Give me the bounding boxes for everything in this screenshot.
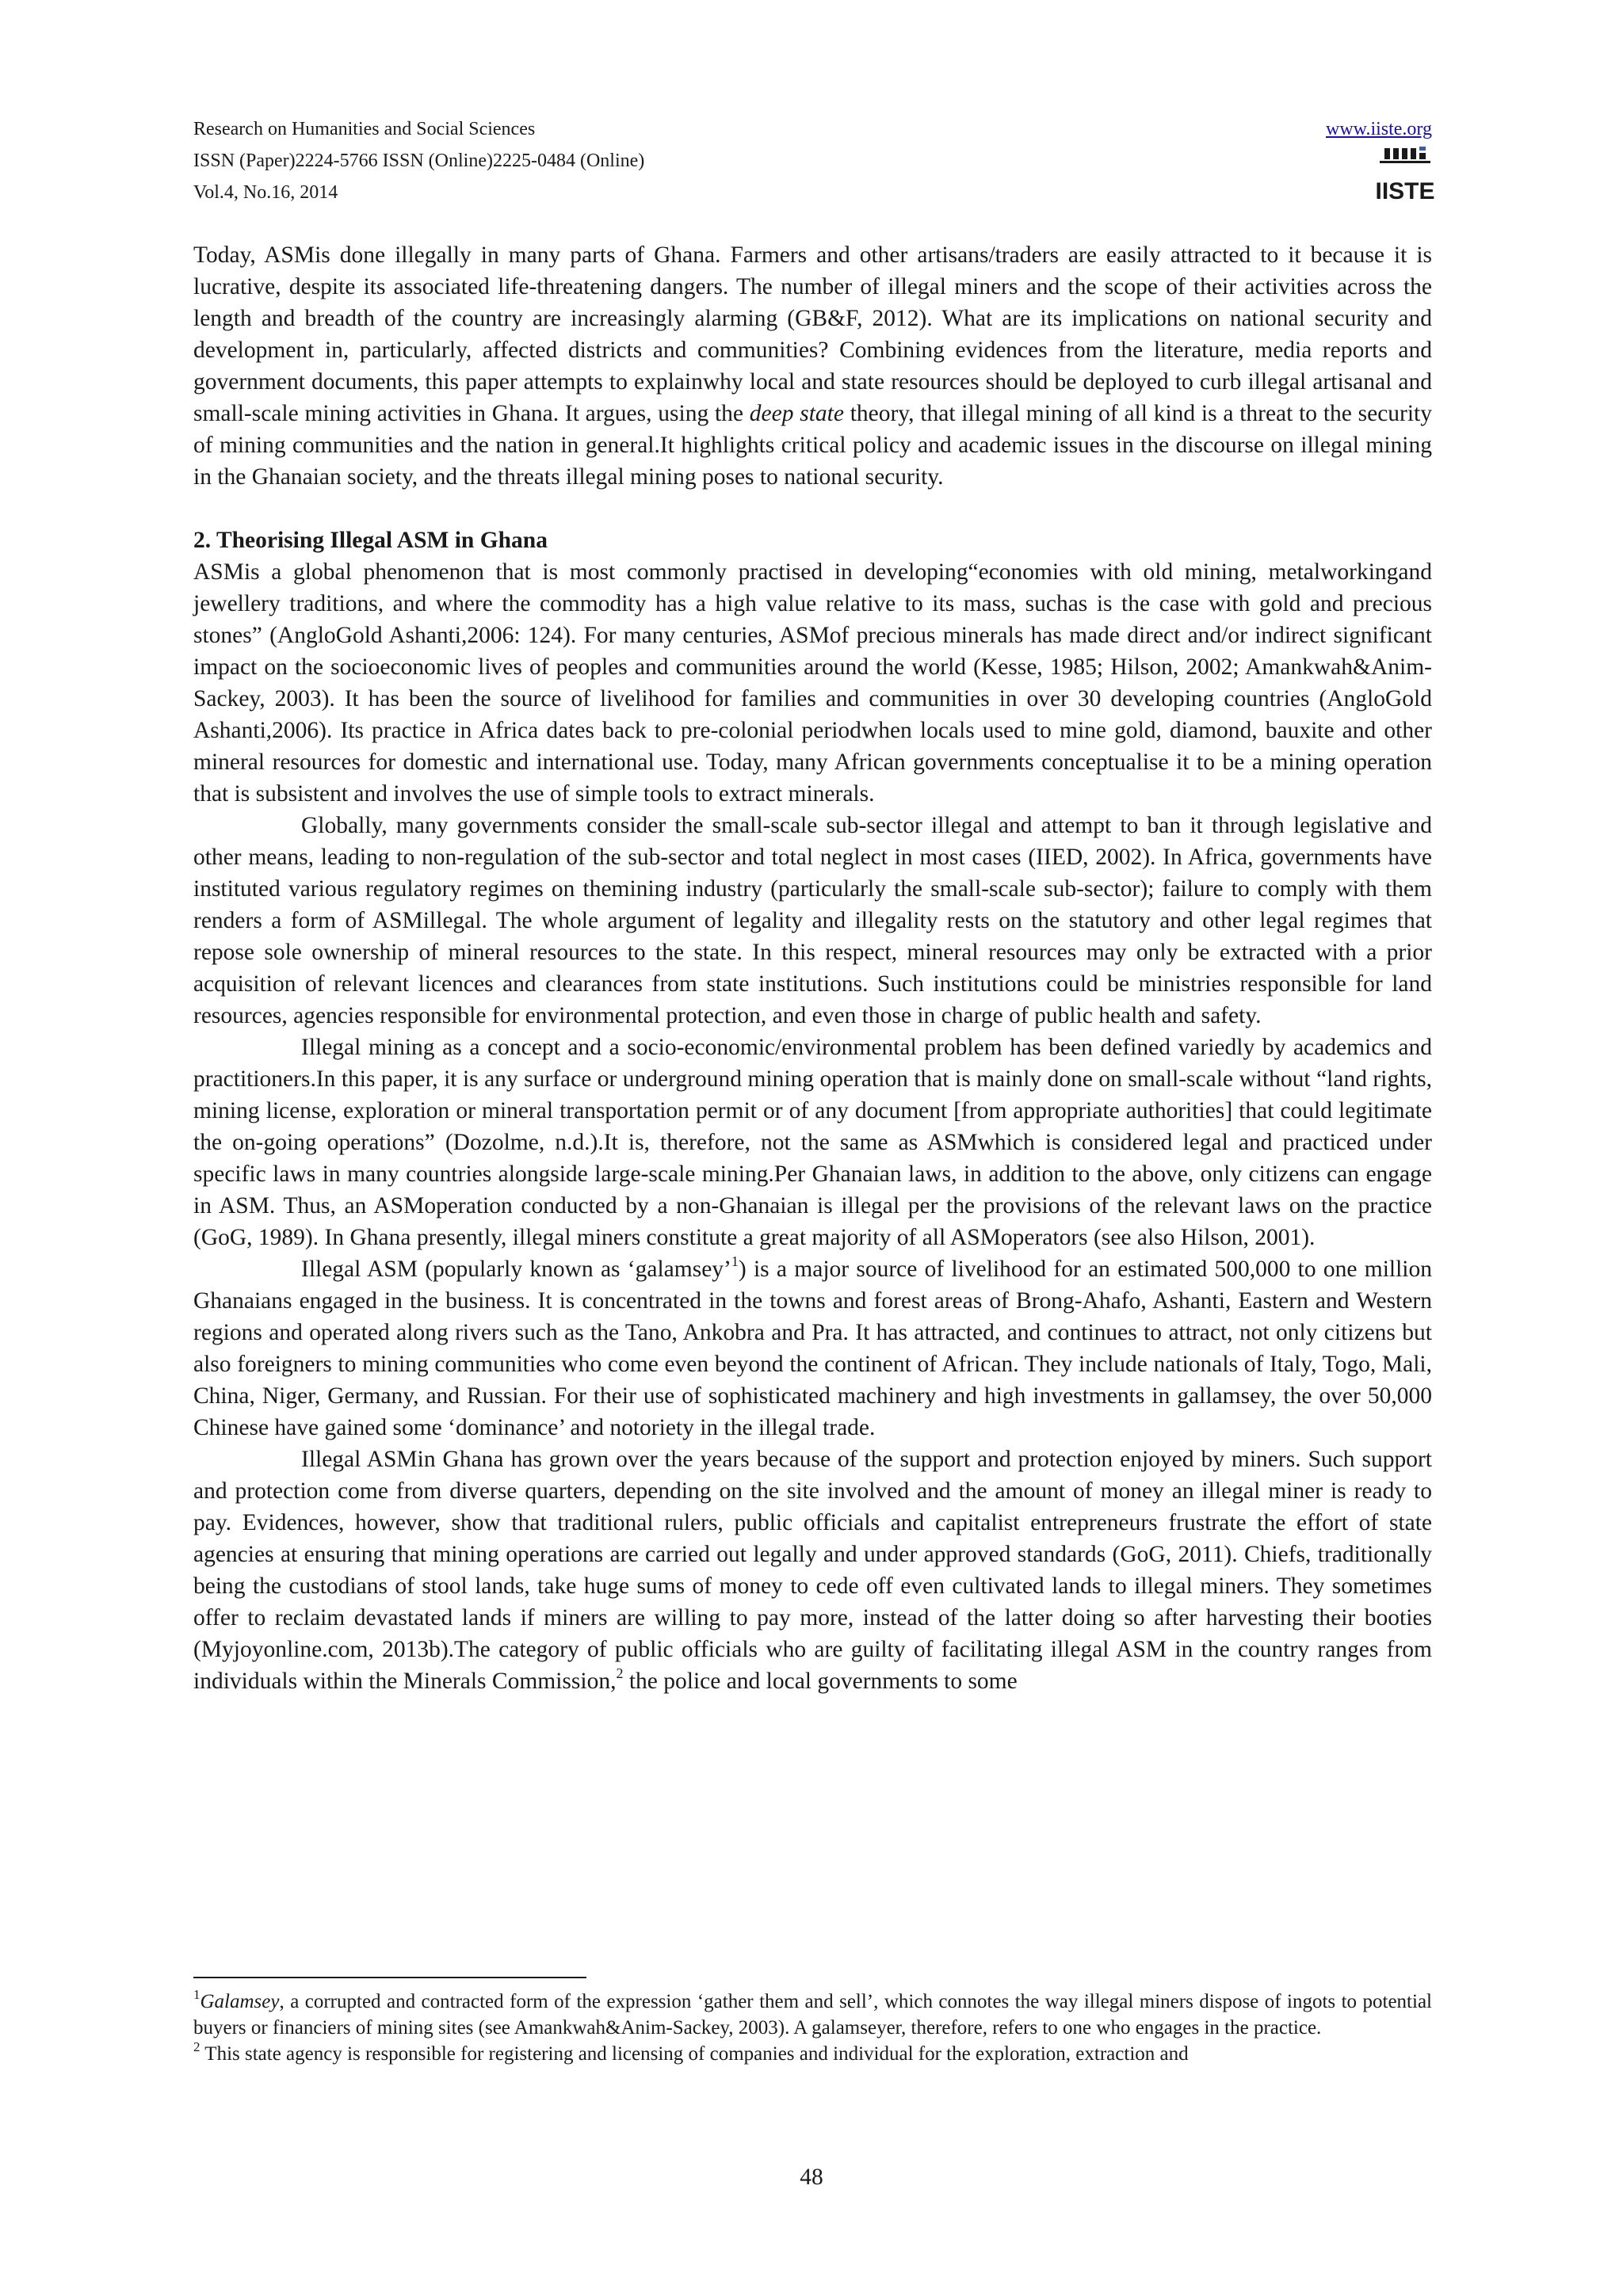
intro-paragraph: Today, ASMis done illegally in many parts of Ghana. Farmers and other artisans/traders are easily attracted to it because it is lucrative, despite its associated life-threatening dangers. The number of illegal miners and the scope of their activities across the length and breadth of the country are increasingly alarming (GB&F, 2012). What are its implications on national security and development in, particularly, affected districts and communities? Combining evidences from the literature, media reports and government documents, this paper attempts to explainwhy local and state resources should be deployed to curb illegal artisanal and small-scale mining activities in Ghana. It argues, using the deep state theory, that illegal mining of all kind is a threat to the security of mining communities and the nation in general.It highlights critical policy and academic issues in the discourse on illegal mining in the Ghanaian society, and the threats illegal mining poses to national security.: [193, 242, 1433, 490]
iiste-logo-icon: [1375, 147, 1435, 207]
journal-title: Research on Humanities and Social Sciences: [193, 119, 536, 139]
paragraph-1: ASMis a global phenomenon that is most commonly practised in developing“economies with old mining, metalworkingand jewellery traditions, and where the commodity has a high value relative to its mass, suchas is the case with gold and precious stones” (AngloGold Ashanti,2006: 124). For many centuries, ASMof precious minerals has made direct and/or indirect significant impact on the socioeconomic lives of peoples and communities around the world (Kesse, 1985; Hilson, 2002; Amankwah&Anim-Sackey, 2003). It has been the source of livelihood for families and communities in over 30 developing countries (AngloGold Ashanti,2006). Its practice in Africa dates back to pre-colonial periodwhen locals used to mine gold, diamond, bauxite and other mineral resources for domestic and international use. Today, many African governments conceptualise it to be a mining operation that is subsistent and involves the use of simple tools to extract minerals.: [193, 559, 1432, 807]
footnote-ref-1[interactable]: 1: [731, 1253, 739, 1270]
volume-line: Vol.4, No.16, 2014: [193, 182, 338, 203]
footnote-1: $^1$Galamsey, a corrupted and contracted form of the expression ‘gather them and sell’, which connotes the way illegal miners dispose of ingots to potential buyers or financiers of mining sites (see Amankwah&Anim-Sackey, 2003). A galamseyer, therefore, refers to one who engages in the practice.: [193, 1986, 1432, 2039]
section-heading: 2. Theorising Illegal ASM in Ghana: [193, 528, 548, 553]
page-header: [193, 113, 1435, 208]
footnote-2: $^2$ This state agency is responsible for registering and licensing of companies and individual for the exploration, extraction and: [193, 2039, 1189, 2065]
article-body: [193, 239, 1432, 1697]
footnote-divider: [193, 1977, 586, 1978]
logo-lettering: IISTE: [1375, 178, 1435, 204]
paragraph-2: Globally, many governments consider the small-scale sub-sector illegal and attempt to ban it through legislative and other means, leading to non-regulation of the sub-sector and total neglect in most cases (IIED, 2002). In Africa, governments have instituted various regulatory regimes on themining industry (particularly the small-scale sub-sector); failure to comply with them renders a form of ASMillegal. The whole argument of legality and illegality rests on the statutory and other legal regimes that repose sole ownership of mineral resources to the state. In this respect, mineral resources may only be extracted with a prior acquisition of relevant licences and clearances from state institutions. Such institutions could be ministries responsible for land resources, agencies responsible for environmental protection, and even those in charge of public health and safety.: [193, 813, 1432, 1028]
paragraph-3: Illegal mining as a concept and a socio-economic/environmental problem has been defined variedly by academics and practitioners.In this paper, it is any surface or underground mining operation that is mainly done on small-scale without “land rights, mining license, exploration or mineral transportation permit or of any document [from appropriate authorities] that could legitimate the on-going operations” (Dozolme, n.d.).It is, therefore, not the same as ASMwhich is considered legal and practiced under specific laws in many countries alongside large-scale mining.Per Ghanaian laws, in addition to the above, only citizens can engage in ASM. Thus, an ASMoperation conducted by a non-Ghanaian is illegal per the provisions of the relevant laws on the practice (GoG, 1989). In Ghana presently, illegal miners constitute a great majority of all ASMoperators (see also Hilson, 2001).: [193, 1035, 1432, 1250]
page-number: 48: [800, 2164, 823, 2190]
issn-line: ISSN (Paper)2224-5766 ISSN (Online)2225-0484 (Online): [193, 151, 645, 171]
footnote-ref-2[interactable]: 2: [616, 1665, 624, 1682]
paragraph-4: Illegal ASM (popularly known as ‘galamsey’$^1$) is a major source of livelihood for an estimated 500,000 to one million Ghanaians engaged in the business. It is concentrated in the towns and forest areas of Brong-Ahafo, Ashanti, Eastern and Western regions and operated along rivers such as the Tano, Ankobra and Pra. It has attracted, and continues to attract, not only citizens but also foreigners to mining communities who come even beyond the continent of African. They include nationals of Italy, Togo, Mali, China, Niger, Germany, and Russian. For their use of sophisticated machinery and high investments in gallamsey, the over 50,000 Chinese have gained some ‘dominance’ and notoriety in the illegal trade.: [193, 1253, 1432, 1440]
paragraph-5: Illegal ASMin Ghana has grown over the years because of the support and protection enjoyed by miners. Such support and protection come from diverse quarters, depending on the site involved and the amount of money an illegal miner is ready to pay. Evidences, however, show that traditional rulers, public officials and capitalist entrepreneurs frustrate the effort of state agencies at ensuring that mining operations are carried out legally and under approved standards (GoG, 2011). Chiefs, traditionally being the custodians of stool lands, take huge sums of money to cede off even cultivated lands to illegal miners. They sometimes offer to reclaim devastated lands if miners are willing to pay more, instead of the latter doing so after harvesting their booties (Myjoyonline.com, 2013b).The category of public officials who are guilty of facilitating illegal ASM in the country ranges from individuals within the Minerals Commission,$^2$ the police and local governments to some: [193, 1447, 1432, 1694]
website-link[interactable]: www.iiste.org: [1326, 119, 1432, 139]
footnotes: [193, 1986, 1432, 2067]
deep-state-term: deep state: [749, 401, 844, 426]
